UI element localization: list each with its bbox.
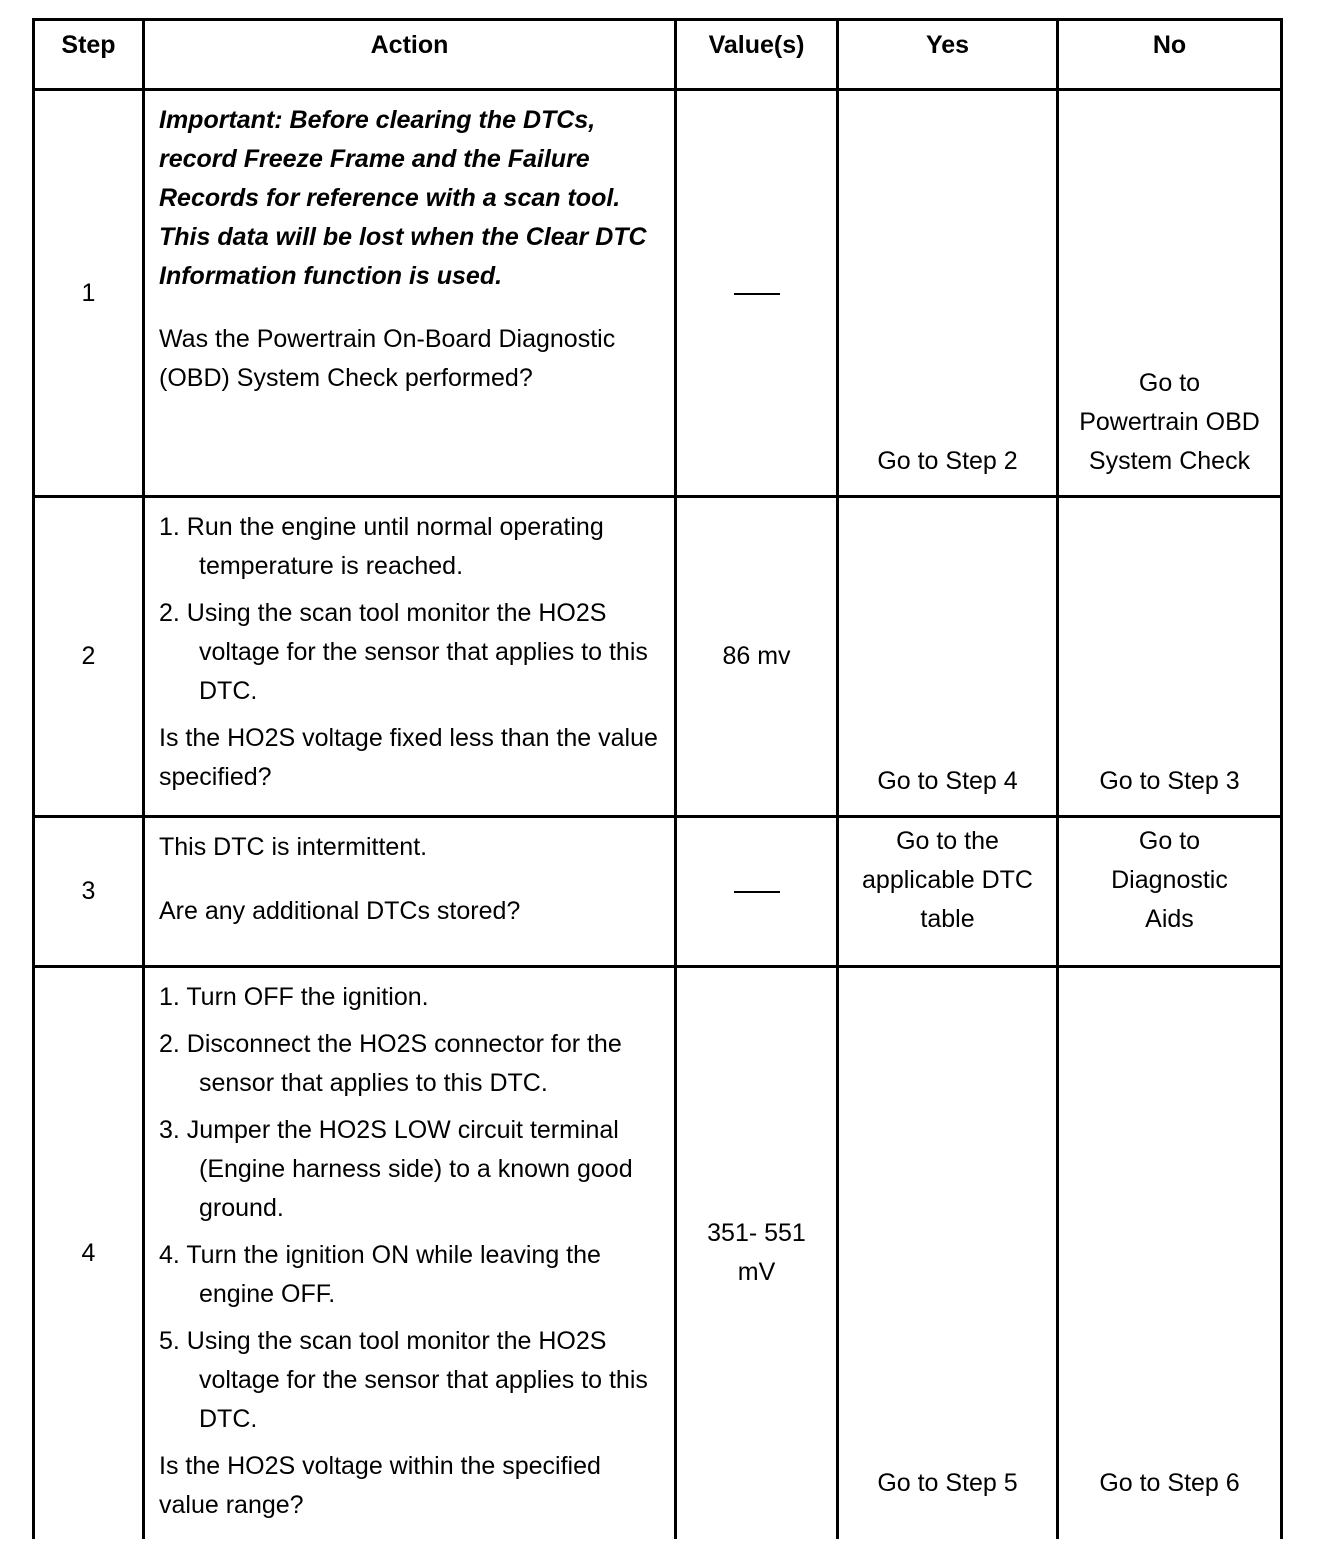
table-row [34,817,1282,967]
statement-text: This DTC is intermittent. [159,833,428,861]
yes-cell: Go to Step 5 [838,967,1058,1539]
value-cell: 86 mv [676,497,838,817]
action-item: 2. Disconnect the HO2S connector for the sensor that applies to this DTC. [159,1030,622,1097]
action-cell [144,817,676,967]
no-cell: Go to Diagnostic Aids [1058,817,1282,967]
question-text: Was the Powertrain On-Board Diagnostic (OBD) System Check performed? [159,325,616,392]
yes-cell: Go to Step 4 [838,497,1058,817]
header-values: Value(s) [676,20,838,90]
yes-cell: Go to the applicable DTC table [838,817,1058,967]
header-no: No [1058,20,1282,90]
value-cell [676,90,838,497]
table-row [34,967,1282,1539]
action-list [159,978,662,1439]
value-dash [734,293,780,295]
step-number: 2 [34,497,144,817]
action-cell [144,497,676,817]
no-cell: Go to Powertrain OBD System Check [1058,90,1282,497]
header-action: Action [144,20,676,90]
no-cell: Go to Step 3 [1058,497,1282,817]
action-item: 4. Turn the ignition ON while leaving the engine OFF. [159,1241,601,1308]
question-text: Is the HO2S voltage fixed less than the value specified? [159,724,658,791]
table-row [34,90,1282,497]
step-number: 3 [34,817,144,967]
header-yes: Yes [838,20,1058,90]
question-text: Are any additional DTCs stored? [159,897,521,925]
step-number: 4 [34,967,144,1539]
table-row [34,497,1282,817]
action-list [159,508,662,711]
value-dash [734,891,780,893]
action-item: 1. Turn OFF the ignition. [159,983,429,1011]
no-cell: Go to Step 6 [1058,967,1282,1539]
value-cell [676,817,838,967]
action-item: 2. Using the scan tool monitor the HO2S voltage for the sensor that applies to this DTC. [159,599,648,705]
header-row [34,20,1282,90]
action-cell [144,967,676,1539]
header-step: Step [34,20,144,90]
action-item: 3. Jumper the HO2S LOW circuit terminal (Engine harness side) to a known good ground. [159,1116,633,1222]
diagnostic-table [32,18,1283,1539]
yes-cell: Go to Step 2 [838,90,1058,497]
action-item: 1. Run the engine until normal operating temperature is reached. [159,513,604,580]
action-cell [144,90,676,497]
step-number: 1 [34,90,144,497]
question-text: Is the HO2S voltage within the specified value range? [159,1452,601,1519]
action-item: 5. Using the scan tool monitor the HO2S voltage for the sensor that applies to this DTC. [159,1327,648,1433]
important-note: Important: Before clearing the DTCs, record Freeze Frame and the Failure Records for reference with a scan tool. This data will be lost when the Clear DTC Information function is used. [159,106,647,290]
value-cell: 351- 551 mV [676,967,838,1539]
